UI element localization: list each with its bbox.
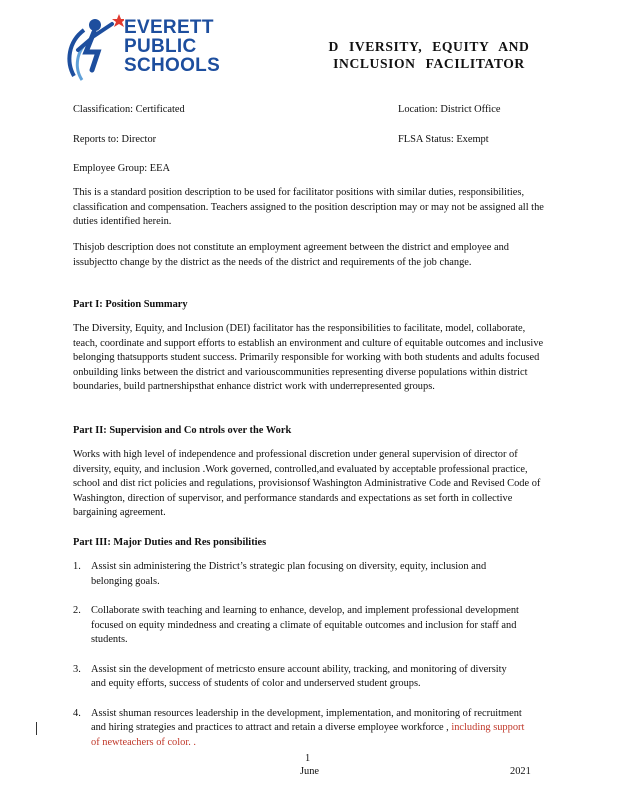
classification: Classification: Certificated xyxy=(73,104,185,115)
part2-heading: Part II: Supervision and Co ntrols over the Work xyxy=(73,425,292,436)
text-cursor xyxy=(36,722,37,735)
page-title xyxy=(300,38,558,72)
logo-figure-icon xyxy=(64,10,124,82)
intro-paragraph-2: Thisjob description does not constitute an employment agreement between the district and employee and issubjectto change by the district as the needs of the district and requirements of the job change. xyxy=(73,242,509,268)
list-item xyxy=(73,560,545,589)
logo-line-3: SCHOOLS xyxy=(124,55,221,76)
title-line-2: INCLUSION FACILITATOR xyxy=(333,56,525,71)
district-logo xyxy=(64,10,234,82)
list-item-number: 2. xyxy=(73,605,81,616)
title-line-1: D IVERSITY, EQUITY AND xyxy=(328,39,530,54)
list-item-number: 3. xyxy=(73,663,81,675)
list-item-number: 1. xyxy=(73,561,81,572)
location: Location: District Office xyxy=(398,104,501,115)
footer-year: 2021 xyxy=(510,766,531,777)
list-item-text: Assist sin administering the District’s strategic plan focusing on diversity, equity, inclusion and belonging goals. xyxy=(91,561,487,587)
part1-body: The Diversity, Equity, and Inclusion (DEI) facilitator has the responsibilities to facilitate, model, collaborate, teach, coordinate and support efforts to establish an environment and culture of equitable outcomes and inclusive belonging thatsupports student success. Primarily responsible for working with both students and adults focused onbuilding links between the district and variouscommunities representing diverse populations within district boundaries, build partnershipsthat enhance district work with underrepresented groups. xyxy=(73,323,544,392)
intro-paragraph-1: This is a standard position description to be used for facilitator positions with similar duties, responsibilities, classification and compensation. Teachers assigned to the position description may or may not be assigned all the duties identified herein. xyxy=(73,187,544,227)
employee-group: Employee Group: EEA xyxy=(73,163,170,174)
logo-line-1: EVERETT xyxy=(124,17,214,38)
list-item-number: 4. xyxy=(73,707,81,719)
list-item-body xyxy=(91,707,531,751)
part1-heading: Part I: Position Summary xyxy=(73,299,188,310)
page-number: 1 xyxy=(305,753,311,764)
logo-line-2: PUBLIC xyxy=(124,36,197,57)
footer-month: June xyxy=(300,766,320,777)
list-item xyxy=(73,604,545,648)
part3-heading: Part III: Major Duties and Res ponsibilities xyxy=(73,537,267,548)
list-item-text: Collaborate swith teaching and learning to enhance, develop, and implement professional development focused on equity mindedness and creating a climate of equitable outcomes and inclusion for staff and students. xyxy=(91,605,519,645)
list-item xyxy=(73,663,545,692)
list-item-text: Assist sin the development of metricsto ensure account ability, tracking, and monitoring of diversity and equity efforts, success of students of color and underserved student groups. xyxy=(91,663,507,689)
tracked-change-text: including support of newteachers of color. . xyxy=(91,722,525,748)
duties-list xyxy=(73,560,545,750)
list-item-text: Assist shuman resources leadership in the development, implementation, and monitoring of recruitment and hiring strategies and practices to attract and retain a diverse employee workforce , xyxy=(91,707,522,733)
part2-body: Works with high level of independence and professional discretion under general supervision of director of diversity, equity, and inclusion .Work governed, controlled,and evaluated by acceptable professional practice, school and dist rict policies and regulations, provisionsof Washington Administrative Code and Revised Code of Washington, direction of supervisor, and performance standards and expectations as set forth in collective bargaining agreement. xyxy=(73,449,541,518)
list-item xyxy=(73,707,545,751)
reports-to: Reports to: Director xyxy=(73,134,157,145)
flsa-status: FLSA Status: Exempt xyxy=(398,134,489,145)
